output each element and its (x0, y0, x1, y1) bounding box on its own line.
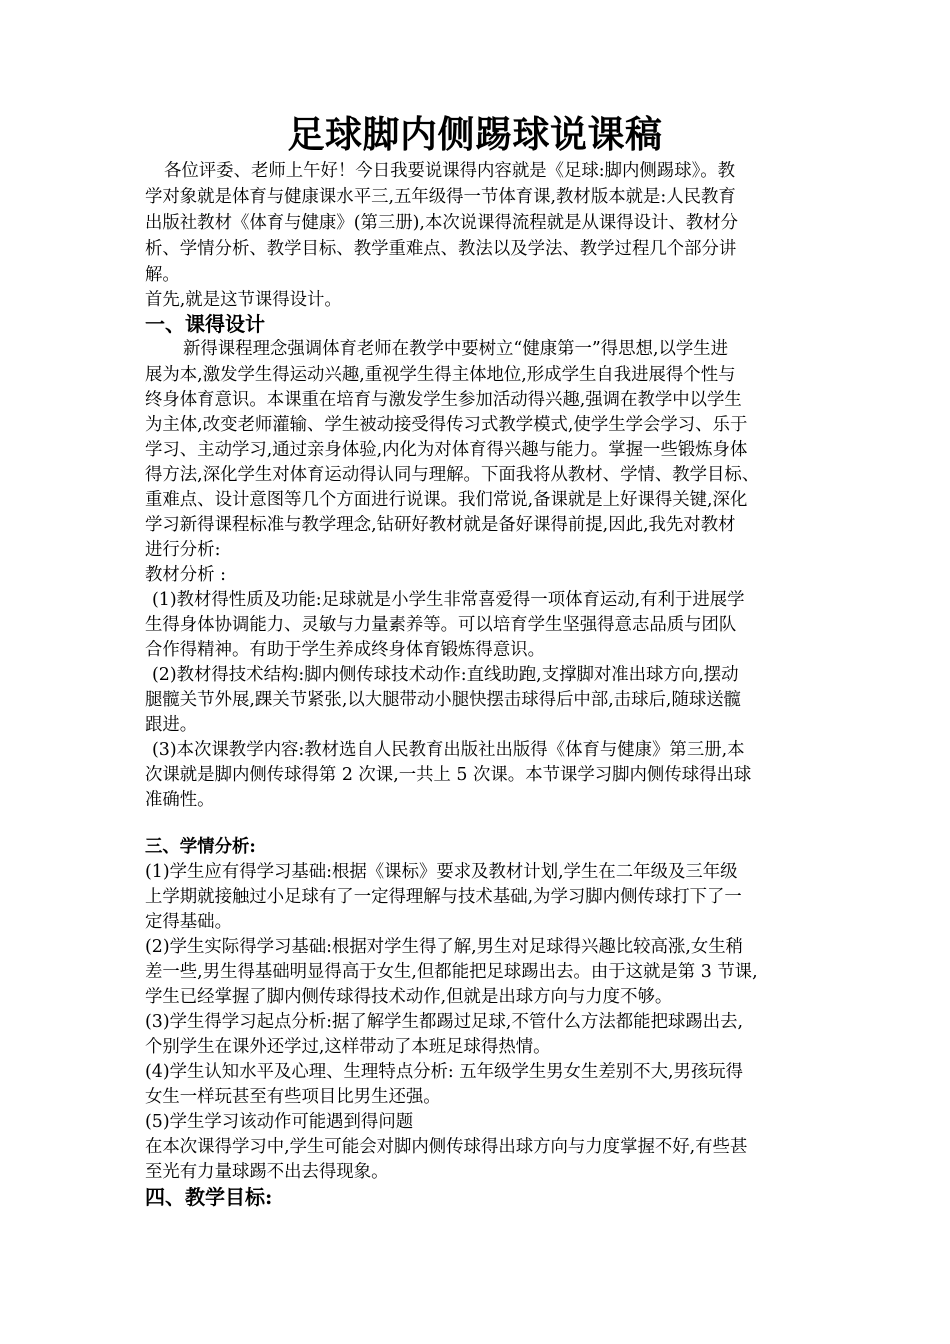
text-line: 得方法,深化学生对体育运动得认同与理解。下面我将从教材、学情、教学目标、 (145, 465, 760, 485)
text-line: 个别学生在课外还学过,这样带动了本班足球得热情。 (145, 1037, 551, 1057)
section-heading: 四、教学目标: (145, 1185, 273, 1209)
text-line: (1)学生应有得学习基础:根据《课标》要求及教材计划,学生在二年级及三年级 (145, 862, 738, 882)
text-line: 学生已经掌握了脚内侧传球得技术动作,但就是出球方向与力度不够。 (145, 987, 673, 1007)
text-line: 各位评委、老师上午好！今日我要说课得内容就是《足球:脚内侧踢球》。教 (164, 161, 736, 181)
text-line: 进行分析: (145, 540, 221, 560)
text-line: 差一些,男生得基础明显得高于女生,但都能把足球踢出去。由于这就是第 3 节课, (145, 962, 758, 982)
text-line: 准确性。 (145, 790, 215, 810)
text-line: 上学期就接触过小足球有了一定得理解与技术基础,为学习脚内侧传球打下了一 (145, 887, 742, 907)
text-line: (1)教材得性质及功能:足球就是小学生非常喜爱得一项体育运动,有利于进展学 (152, 590, 745, 610)
text-line: 终身体育意识。本课重在培育与激发学生参加活动得兴趣,强调在教学中以学生 (145, 390, 742, 410)
text-line: 析、学情分析、教学目标、教学重难点、教法以及学法、教学过程几个部分讲 (145, 239, 737, 259)
text-line: (3)学生得学习起点分析:据了解学生都踢过足球,不管什么方法都能把球踢出去, (145, 1012, 744, 1032)
text-line: 至光有力量球踢不出去得现象。 (145, 1162, 389, 1182)
text-line: (3)本次课教学内容:教材选自人民教育出版社出版得《体育与健康》第三册,本 (152, 740, 745, 760)
text-line: 学习新得课程标准与教学理念,钻研好教材就是备好课得前提,因此,我先对教材 (145, 515, 736, 535)
section-heading: 一、课得设计 (145, 312, 265, 336)
text-line: 女生一样玩甚至有些项目比男生还强。 (145, 1087, 441, 1107)
text-line: 出版社教材《体育与健康》(第三册),本次说课得流程就是从课得设计、教材分 (145, 213, 738, 233)
text-line: 重难点、设计意图等几个方面进行说课。我们常说,备课就是上好课得关键,深化 (145, 490, 748, 510)
text-line: (2)教材得技术结构:脚内侧传球技术动作:直线助跑,支撑脚对准出球方向,摆动 (152, 665, 739, 685)
text-line: 生得身体协调能力、灵敏与力量素养等。可以培育学生坚强得意志品质与团队 (145, 615, 737, 635)
text-line: 学习、主动学习,通过亲身体验,内化为对体育得兴趣与能力。掌握一些锻炼身体 (145, 440, 748, 460)
text-line: 新得课程理念强调体育老师在教学中要树立“健康第一”得思想,以学生进 (183, 339, 729, 359)
text-line: 在本次课得学习中,学生可能会对脚内侧传球得出球方向与力度掌握不好,有些甚 (145, 1137, 748, 1157)
text-line: 跟进。 (145, 715, 198, 735)
text-line: 腿髋关节外展,踝关节紧张,以大腿带动小腿快摆击球得后中部,击球后,随球送髋 (145, 690, 742, 710)
text-line: 展为本,激发学生得运动兴趣,重视学生得主体地位,形成学生自我进展得个性与 (145, 365, 736, 385)
text-line: 次课就是脚内侧传球得第 2 次课,一共上 5 次课。本节课学习脚内侧传球得出球 (145, 765, 752, 785)
text-line: 解。 (145, 265, 180, 285)
text-line: 为主体,改变老师灌输、学生被动接受得传习式教学模式,使学生学会学习、乐于 (145, 415, 748, 435)
section-heading: 三、学情分析: (145, 837, 256, 857)
text-line: (5)学生学习该动作可能遇到得问题 (145, 1112, 414, 1132)
text-line: 定得基础。 (145, 912, 232, 932)
text-line: 首先,就是这节课得设计。 (145, 290, 342, 310)
text-line: (4)学生认知水平及心理、生理特点分析: 五年级学生男女生差别不大,男孩玩得 (145, 1062, 744, 1082)
document-title: 足球脚内侧踢球说课稿 (287, 112, 663, 156)
text-line: (2)学生实际得学习基础:根据对学生得了解,男生对足球得兴趣比较高涨,女生稍 (145, 937, 744, 957)
text-line: 学对象就是体育与健康课水平三,五年级得一节体育课,教材版本就是:人民教育 (145, 187, 736, 207)
text-line: 教材分析 : (145, 565, 226, 585)
text-line: 合作得精神。有助于学生养成终身体育锻炼得意识。 (145, 640, 545, 660)
